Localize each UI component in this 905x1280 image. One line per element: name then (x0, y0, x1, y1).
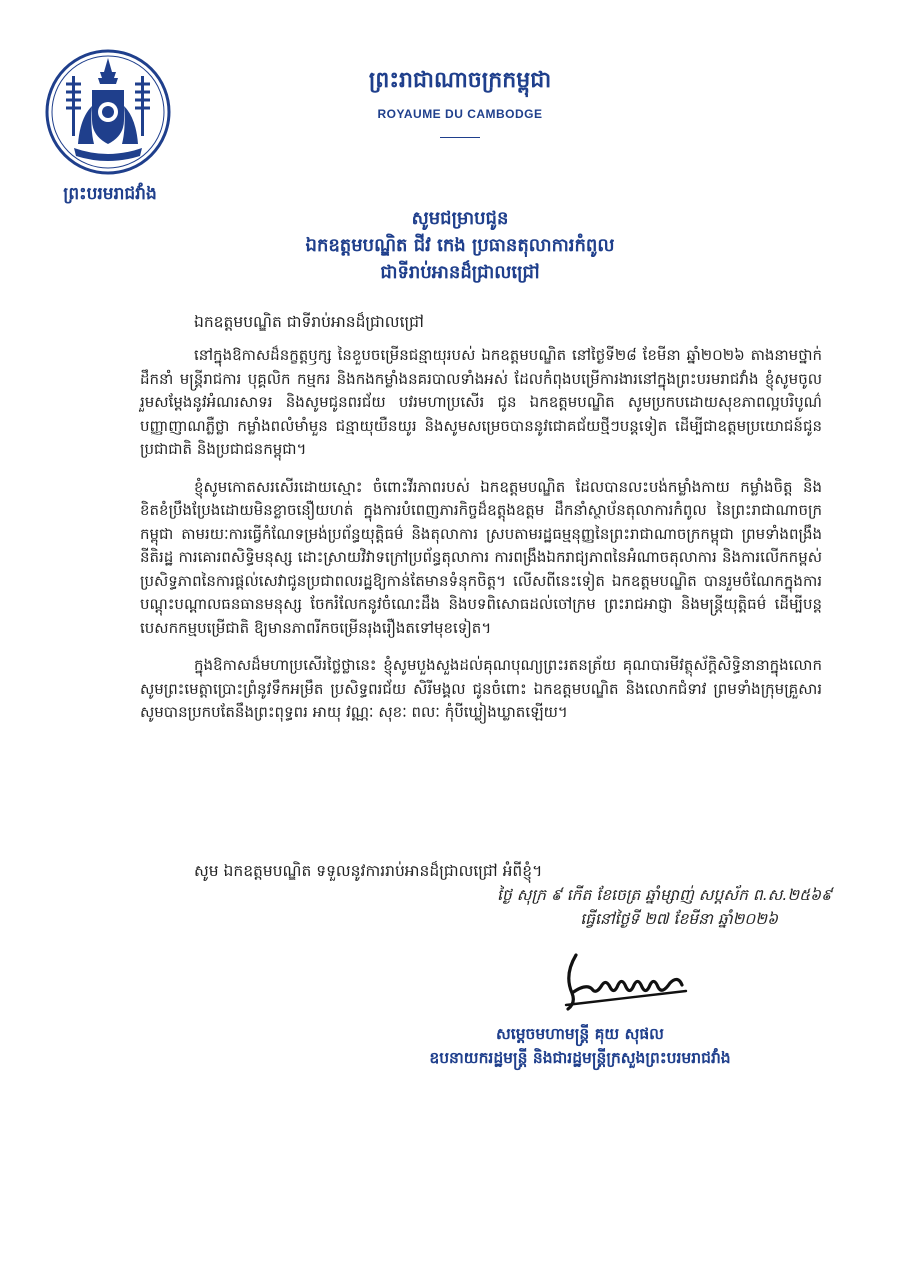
letter-body (140, 344, 822, 739)
kingdom-title-khmer: ព្រះរាជាណាចក្រកម្ពុជា (368, 68, 552, 93)
recipient-block (180, 205, 740, 286)
recipient-line-2: ឯកឧត្តមបណ្ឌិត ជីវ កេង ប្រធានតុលាការកំពូល (305, 235, 615, 256)
kingdom-title-french: ROYAUME DU CAMBODGE (377, 107, 543, 121)
body-paragraph-1: នៅក្នុងឱកាសដ៏នក្ខត្តឫក្ស នៃខួបចម្រើនជន្មាយុរបស់ ឯកឧត្តមបណ្ឌិត នៅថ្ងៃទី២៨ ខែមីនា ឆ្នាំ២០២៦ តាងនាមថ្នាក់ដឹកនាំ មន្ត្រីរាជការ បុគ្គលិក កម្មករ និងកងកម្លាំងនគរបាលទាំងអស់ ដែលកំពុងបម្រើការងារនៅក្នុងព្រះបរមរាជវាំង ខ្ញុំសូមចូលរួមសម្តែងនូវអំណរសាទរ និងសូមជូនពរជ័យ បវរមហាប្រសើរ ជូន ឯកឧត្តមបណ្ឌិត សូមប្រកបដោយសុខភាពល្អបរិបូណ៌ បញ្ញាញាណភ្លឺថ្លា កម្លាំងពលំមាំមួន ជន្មាយុយឺនយូរ និងសូមសម្រេចបាននូវជោគជ័យថ្មីៗបន្តទៀត ដើម្បីជាឧត្តមប្រយោជន៍ជូនប្រជាជាតិ និងប្រជាជនកម្ពុជា។ (140, 346, 822, 458)
header-divider (440, 137, 480, 138)
signer-name: សម្តេចមហាមន្ត្រី គុយ សុផល (496, 1025, 664, 1043)
lunar-date: ថ្ងៃ សុក្រ ៩ កើត ខែចេត្រ ឆ្នាំម្សាញ់ សប្តស័ក ព.ស.២៥៦៩ (497, 886, 832, 904)
recipient-line-3: ជាទីរាប់អានដ៏ជ្រាលជ្រៅ (380, 262, 540, 283)
ministry-label: ព្រះបរមរាជវាំង (63, 184, 157, 204)
recipient-line-1: សូមជម្រាបជូន (411, 208, 509, 229)
closing-line: សូម ឯកឧត្តមបណ្ឌិត ទទួលនូវការរាប់អានដ៏ជ្រាលជ្រៅ អំពីខ្ញុំ។ (194, 862, 543, 880)
body-paragraph-2: ខ្ញុំសូមកោតសរសើរដោយស្មោះ ចំពោះវីរភាពរបស់ ឯកឧត្តមបណ្ឌិត ដែលបានលះបង់កម្លាំងកាយ កម្លាំងចិត្ត និងខិតខំប្រឹងប្រែងដោយមិនខ្លាចនឿយហត់ ក្នុងការបំពេញភារកិច្ចដ៏ឧត្តុងឧត្តម ដឹកនាំស្ថាប័នតុលាការកំពូល នៃព្រះរាជាណាចក្រកម្ពុជា តាមរយៈការធ្វើកំណែទម្រង់ប្រព័ន្ធយុត្តិធម៌ និងតុលាការ ស្របតាមរដ្ឋធម្មនុញ្ញនៃព្រះរាជាណាចក្រកម្ពុជា ព្រមទាំងពង្រឹងនីតិរដ្ឋ ការគោរពសិទ្ធិមនុស្ស ដោះស្រាយវិវាទក្រៅប្រព័ន្ធតុលាការ ការពង្រឹងឯករាជ្យភាពនៃអំណាចតុលាការ និងការលើកកម្ពស់ប្រសិទ្ធភាពនៃការផ្តល់សេវាជូនប្រជាពលរដ្ឋឱ្យកាន់តែមានទំនុកចិត្ត។ លើសពីនេះទៀត ឯកឧត្តមបណ្ឌិត បានរួមចំណែកក្នុងការបណ្តុះបណ្តាលធនធានមនុស្ស ចែករំលែកនូវចំណេះដឹង និងបទពិសោធដល់ចៅក្រម ព្រះរាជអាជ្ញា និងមន្ត្រីយុត្តិធម៌ ដើម្បីបន្តបេសកកម្មបម្រើជាតិ ឱ្យមានភាពរីកចម្រើនរុងរឿងតទៅមុខទៀត។ (140, 477, 822, 637)
signer-title: ឧបនាយករដ្ឋមន្ត្រី និងជារដ្ឋមន្ត្រីក្រសួងព្រះបរមរាជវាំង (429, 1049, 731, 1067)
solar-date: ធ្វើនៅថ្ងៃទី ២៧ ខែមីនា ឆ្នាំ២០២៦ (580, 910, 778, 928)
salutation: ឯកឧត្តមបណ្ឌិត ជាទីរាប់អានដ៏ជ្រាលជ្រៅ (194, 313, 424, 331)
body-paragraph-3: ក្នុងឱកាសដ៏មហាប្រសើរថ្លៃថ្លានេះ ខ្ញុំសូមបួងសួងដល់គុណបុណ្យព្រះរតនត្រ័យ គុណបារមីវត្ថុស័ក្តិសិទ្ធិនានាក្នុងលោក សូមព្រះមេត្តាប្រោះព្រំនូវទឹកអម្រឹត ប្រសិទ្ធពរជ័យ សិរីមង្គល ជូនចំពោះ ឯកឧត្តមបណ្ឌិត និងលោកជំទាវ ព្រមទាំងក្រុមគ្រួសារ សូមបានប្រកបតែនឹងព្រះពុទ្ធពរ អាយុ វណ្ណៈ សុខៈ ពលៈ កុំបីឃ្លៀងឃ្លាតឡើយ។ (140, 656, 822, 721)
royal-palace-seal-icon (44, 48, 172, 176)
handwritten-signature (546, 945, 706, 1015)
